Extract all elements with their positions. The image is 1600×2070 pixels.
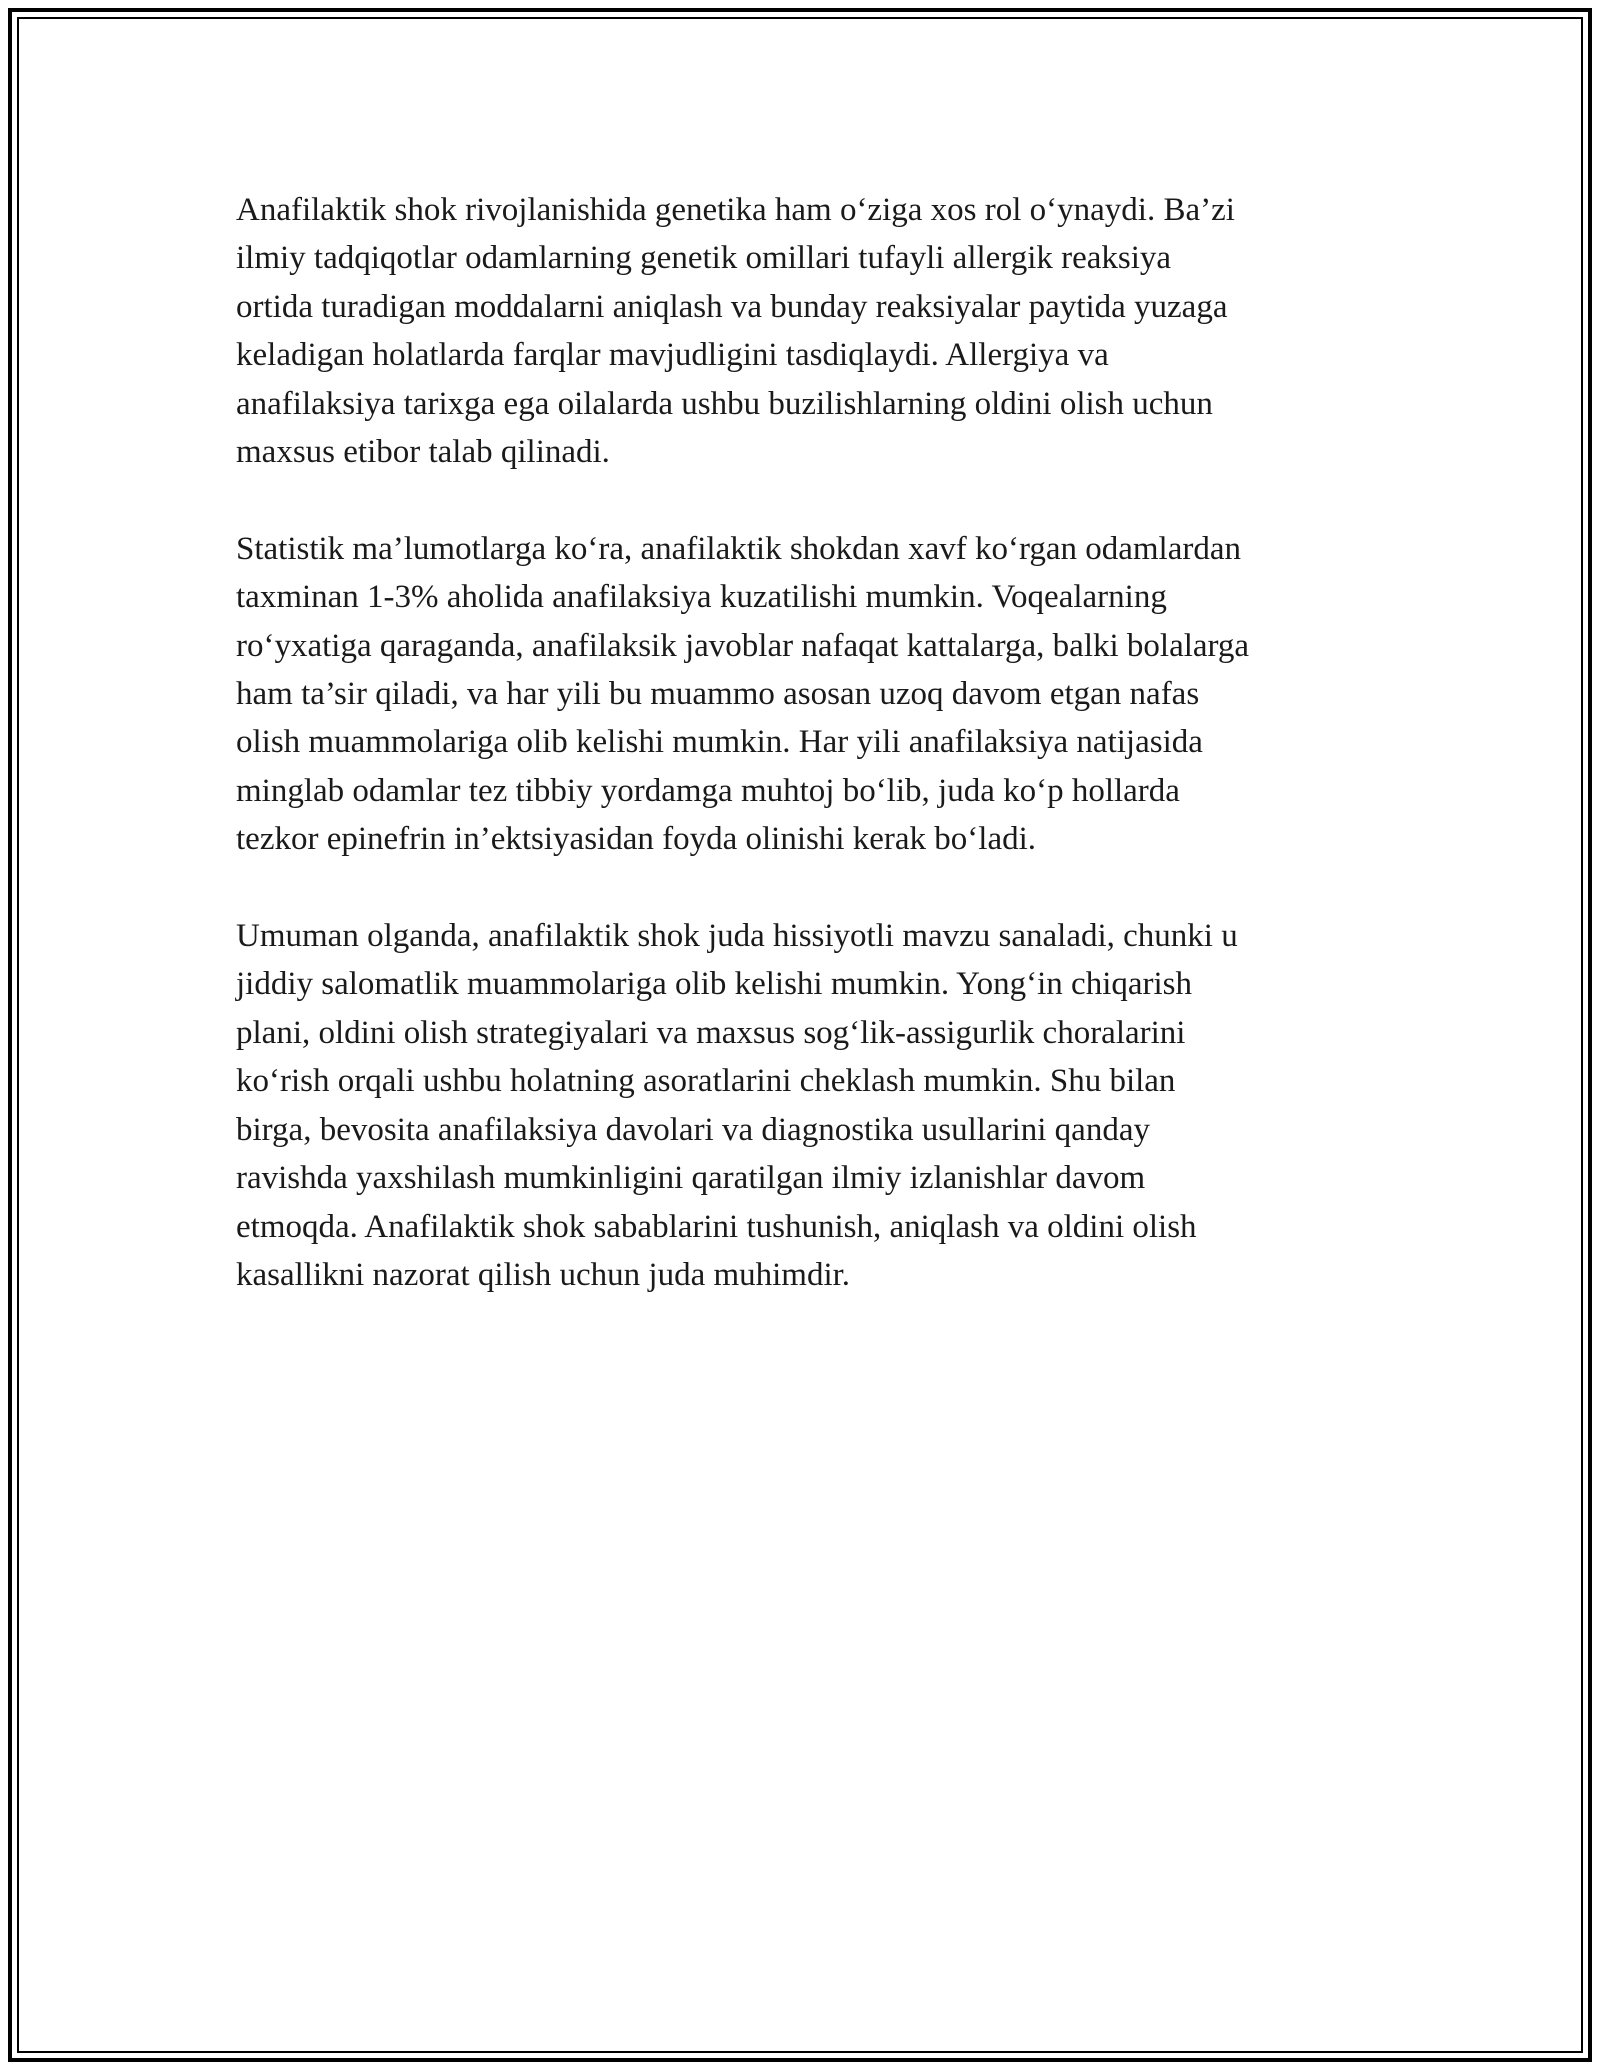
text-line: kasallikni nazorat qilish uchun juda muhimdir. [236, 1256, 851, 1293]
paragraph-statistics [236, 525, 1376, 864]
text-line: ko‘rish orqali ushbu holatning asoratlarini cheklash mumkin. Shu bilan [236, 1063, 1176, 1100]
text-line: olish muammolariga olib kelishi mumkin. Har yili anafilaksiya natijasida [236, 724, 1203, 761]
text-line: ortida turadigan moddalarni aniqlash va bunday reaksiyalar paytida yuzaga [236, 288, 1228, 325]
text-line: minglab odamlar tez tibbiy yordamga muhtoj bo‘lib, juda ko‘p hollarda [236, 772, 1180, 809]
text-line: Statistik ma’lumotlarga ko‘ra, anafilaktik shokdan xavf ko‘rgan odamlardan [236, 530, 1242, 567]
text-line: jiddiy salomatlik muammolariga olib kelishi mumkin. Yong‘in chiqarish [236, 966, 1193, 1003]
paragraph-conclusion [236, 912, 1376, 1299]
text-line: plani, oldini olish strategiyalari va maxsus sog‘lik-assigurlik choralarini [236, 1014, 1186, 1051]
text-line: birga, bevosita anafilaksiya davolari va diagnostika usullarini qanday [236, 1111, 1150, 1148]
text-line: etmoqda. Anafilaktik shok sabablarini tushunish, aniqlash va oldini olish [236, 1208, 1197, 1245]
text-line: ravishda yaxshilash mumkinligini qaratilgan ilmiy izlanishlar davom [236, 1160, 1146, 1197]
text-line: ro‘yxatiga qaraganda, anafilaksik javoblar nafaqat kattalarga, balki bolalarga [236, 627, 1250, 664]
text-line: ilmiy tadqiqotlar odamlarning genetik omillari tufayli allergik reaksiya [236, 240, 1172, 277]
text-line: keladigan holatlarda farqlar mavjudligini tasdiqlaydi. Allergiya va [236, 337, 1109, 374]
paragraph-genetics [236, 186, 1376, 476]
text-line: ham ta’sir qiladi, va har yili bu muammo asosan uzoq davom etgan nafas [236, 676, 1200, 713]
text-line: maxsus etibor talab qilinadi. [236, 434, 610, 471]
document-body [236, 186, 1376, 1348]
text-line: Umuman olganda, anafilaktik shok juda hissiyotli mavzu sanaladi, chunki u [236, 918, 1238, 955]
text-line: Anafilaktik shok rivojlanishida genetika ham o‘ziga xos rol o‘ynaydi. Ba’zi [236, 192, 1235, 228]
text-line: anafilaksiya tarixga ega oilalarda ushbu buzilishlarning oldini olish uchun [236, 385, 1213, 422]
text-line: tezkor epinefrin in’ektsiyasidan foyda olinishi kerak bo‘ladi. [236, 821, 1037, 858]
text-line: taxminan 1-3% aholida anafilaksiya kuzatilishi mumkin. Voqealarning [236, 579, 1167, 616]
